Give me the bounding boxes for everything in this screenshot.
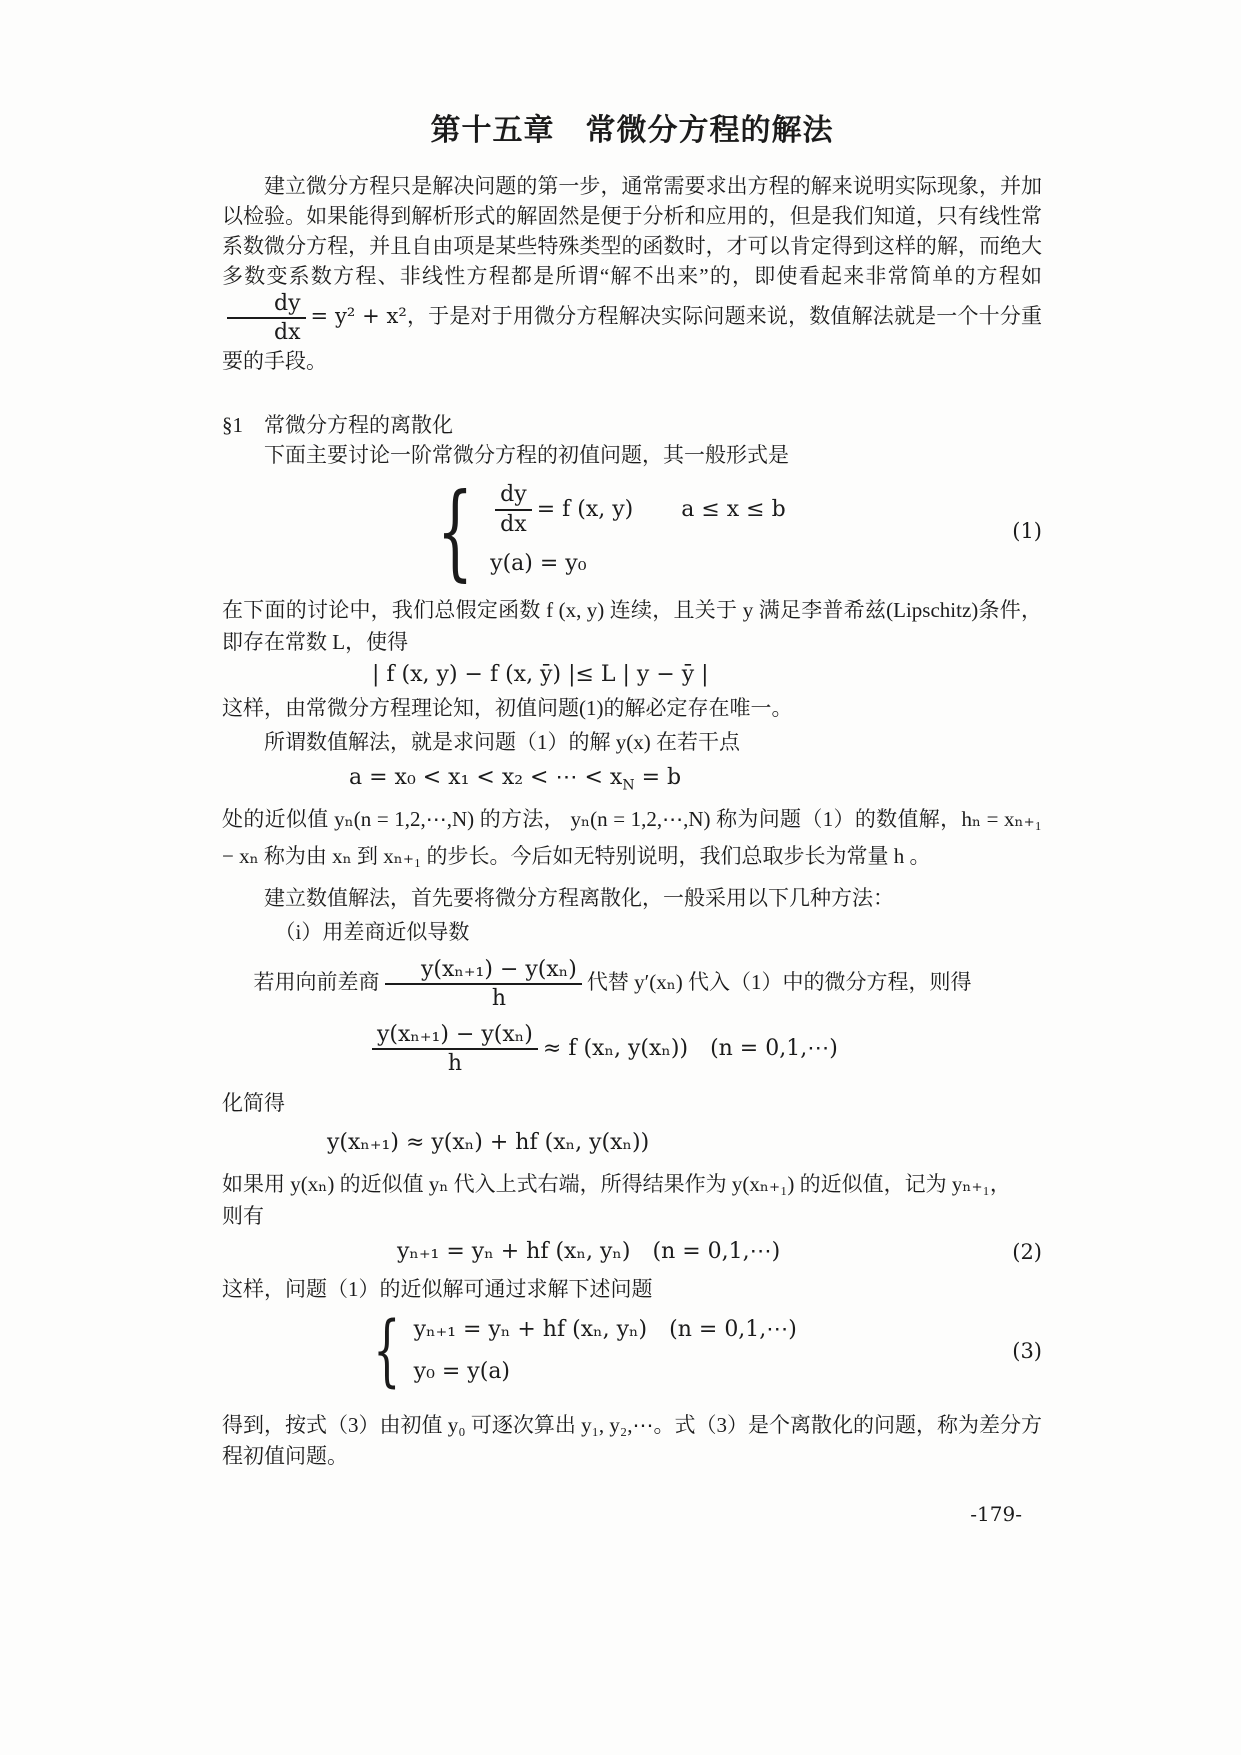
equation-3-line-2: y₀ = y(a) <box>413 1359 511 1385</box>
lipschitz-formula-equation <box>222 662 1042 687</box>
lipschitz-formula: | f (x, y) − f (x, ȳ) |≤ L | y − ȳ | <box>372 661 709 687</box>
fraction-numerator: y(xₙ₊₁) − y(xₙ) <box>372 1022 538 1050</box>
numerical-lead: 所谓数值解法，就是求问题（1）的解 y(x) 在若干点 <box>264 729 740 754</box>
fd-text-before: 若用向前差商 <box>253 970 380 995</box>
equation-1-line-1 <box>490 482 786 537</box>
substitution-paragraph: 如果用 y(xₙ) 的近似值 yₙ 代入上式右端，所得结果作为 y(xₙ₊₁) 的近似值，记为 yₙ₊₁， <box>222 1172 1011 1197</box>
equation-2-condition: (n = 0,1,⋯) <box>652 1239 781 1265</box>
equation-3-system <box>362 1306 797 1397</box>
dy-dx-inline-fraction <box>227 291 306 346</box>
numerical-description: 处的近似值 yₙ(n = 1,2,⋯,N) 的方法， yₙ(n = 1,2,⋯,N) 称为问题（1）的数值解，hₙ = xₙ₊₁ − xₙ 称为由 xₙ 到 xₙ₊₁ 的步长。今后如无特别说明，我们总取步长为常量 h 。 <box>222 806 1042 868</box>
left-brace-icon: { <box>373 1306 401 1397</box>
forward-difference-equation <box>222 1022 1042 1077</box>
forward-difference-rhs: ≈ f (xₙ, y(xₙ)) <box>542 1036 689 1062</box>
fd-text-after: 代替 y′(xₙ) 代入（1）中的微分方程，则得 <box>586 970 972 995</box>
fraction-numerator: y(xₙ₊₁) − y(xₙ) <box>385 957 582 985</box>
section-lead: 下面主要讨论一阶常微分方程的初值问题，其一般形式是 <box>264 442 789 467</box>
methods-lead: 建立数值解法，首先要将微分方程离散化，一般采用以下几种方法： <box>264 885 894 910</box>
forward-difference-paragraph <box>222 957 1042 1012</box>
equation-1-condition: a ≤ x ≤ b <box>681 496 786 522</box>
section-heading: §1 常微分方程的离散化 <box>222 412 453 437</box>
equation-number: (2) <box>1012 1239 1042 1264</box>
then-label: 则有 <box>222 1204 264 1229</box>
method-i-label: （i）用差商近似导数 <box>274 919 470 944</box>
conclusion-paragraph: 得到，按式（3）由初值 y₀ 可逐次算出 y₁, y₂,⋯。式（3）是个离散化的问题，称为差分方程初值问题。 <box>222 1413 1042 1469</box>
intro-paragraph <box>222 171 1042 376</box>
equation-3-line-1 <box>414 1315 797 1345</box>
fraction-numerator: dy <box>495 482 532 510</box>
simplified-expression: y(xₙ₊₁) ≈ y(xₙ) + hf (xₙ, y(xₙ)) <box>327 1130 650 1156</box>
fraction-denominator: h <box>447 1050 463 1076</box>
equation-3 <box>222 1306 1042 1397</box>
chapter-title: 第十五章 常微分方程的解法 <box>430 114 834 147</box>
equation-1 <box>222 469 1042 592</box>
simplify-label: 化简得 <box>222 1091 285 1116</box>
fraction-denominator: h <box>491 986 507 1012</box>
points-expression: a = x₀ < x₁ < x₂ < ⋯ < $x_N = b$ <box>349 764 682 793</box>
page-number: -179- <box>970 1502 1022 1527</box>
fraction-denominator: dx <box>274 320 301 346</box>
forward-difference-fraction <box>372 1022 538 1077</box>
fraction-denominator: dx <box>500 511 527 537</box>
dy-dx-fraction <box>495 482 532 537</box>
equation-1-line-2: y(a) = y₀ <box>490 550 587 576</box>
subscript-N: N <box>622 776 635 793</box>
forward-difference-inline-fraction <box>385 957 582 1012</box>
fraction-numerator: dy <box>227 291 306 319</box>
equation-1-system <box>422 469 786 592</box>
equation-3-lead: 这样，问题（1）的近似解可通过求解下述问题 <box>222 1277 653 1302</box>
equation-number: (1) <box>1012 518 1042 543</box>
lipschitz-intro: 在下面的讨论中，我们总假定函数 f (x, y) 连续，且关于 y 满足李普希兹(Lipschitz)条件，即存在常数 L，使得 <box>222 597 1042 654</box>
equation-2 <box>222 1239 1042 1264</box>
equation-3-body: yₙ₊₁ = yₙ + hf (xₙ, yₙ) <box>413 1317 648 1343</box>
equation-3-condition: (n = 0,1,⋯) <box>669 1317 797 1343</box>
intro-text-after: = y² + x²，于是对于用微分方程解决实际问题来说，数值解法就是一个十分重要的手段。 <box>222 304 1042 373</box>
equation-2-body: yₙ₊₁ = yₙ + hf (xₙ, yₙ) <box>397 1239 631 1265</box>
left-brace-icon: { <box>436 469 474 592</box>
intro-text-before: 建立微分方程只是解决问题的第一步，通常需要求出方程的解来说明实际现象，并加以检验。如果能得到解析形式的解固然是便于分析和应用的，但是我们知道，只有线性常系数微分方程，并且自由项是某些特殊类型的函数时，才可以肯定得到这样的解，而绝大多数变系数方程、非线性方程都是所谓“解不出来”的，即使看起来非常简单的方程如 <box>222 174 1042 288</box>
equation-1-rhs: = f (x, y) <box>536 496 634 522</box>
forward-difference-condition: (n = 0,1,⋯) <box>710 1036 838 1062</box>
equation-number: (3) <box>1012 1339 1042 1364</box>
lipschitz-conclusion: 这样，由常微分方程理论知，初值问题(1)的解必定存在唯一。 <box>222 695 793 720</box>
partition-points-equation <box>222 765 1042 793</box>
simplified-equation <box>222 1130 1042 1155</box>
